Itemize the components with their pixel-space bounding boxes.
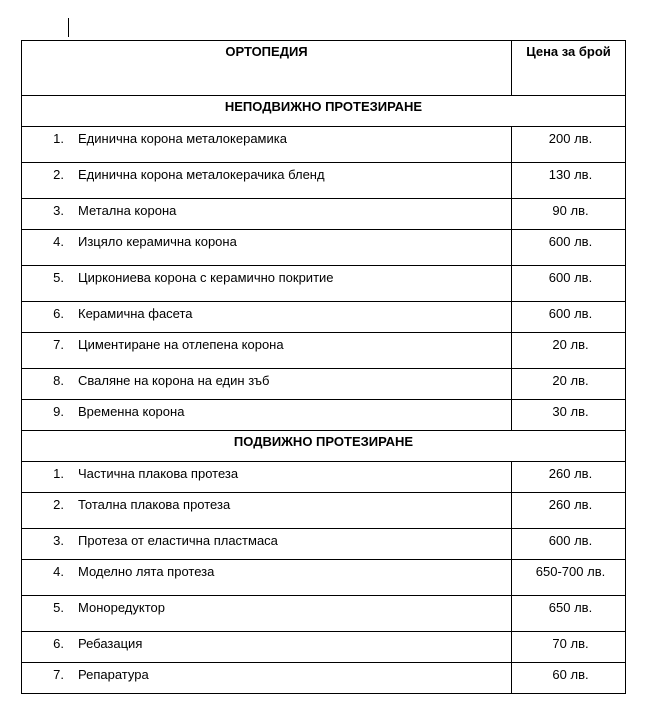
price-table [21, 40, 626, 694]
service-cell [22, 596, 512, 632]
price-cell [512, 560, 626, 596]
price-value: 260 лв. [548, 466, 593, 481]
service-cell [22, 266, 512, 302]
item-number: 6. [53, 306, 64, 321]
header-category: ОРТОПЕДИЯ [22, 41, 512, 96]
price-value: 600 лв. [548, 270, 593, 285]
service-name: Протеза от еластична пластмаса [78, 533, 278, 548]
item-number: 1. [53, 466, 64, 481]
table-row [22, 400, 626, 431]
price-value: 30 лв. [552, 404, 589, 419]
table-row [22, 560, 626, 596]
header-price: Цена за брой [512, 41, 626, 96]
table-row [22, 230, 626, 266]
service-name: Метална корона [78, 203, 177, 218]
price-value: 600 лв. [548, 306, 593, 321]
price-value: 20 лв. [552, 373, 589, 388]
price-value: 650-700 лв. [535, 564, 606, 579]
service-name: Тотална плакова протеза [78, 497, 231, 512]
service-cell [22, 333, 512, 369]
price-cell [512, 462, 626, 493]
service-name: Единична корона металокерамика [78, 131, 287, 146]
service-name: Моделно лята протеза [78, 564, 215, 579]
service-cell [22, 369, 512, 400]
service-cell [22, 663, 512, 694]
table-row [22, 369, 626, 400]
table-row [22, 663, 626, 694]
table-row [22, 127, 626, 163]
service-name: Репаратура [78, 667, 149, 682]
table-row [22, 493, 626, 529]
price-cell [512, 266, 626, 302]
service-name: Ребазация [78, 636, 143, 651]
item-number: 2. [53, 497, 64, 512]
service-name: Частична плакова протеза [78, 466, 239, 481]
text-cursor [68, 18, 69, 37]
price-value: 200 лв. [548, 131, 593, 146]
price-cell [512, 369, 626, 400]
service-cell [22, 529, 512, 560]
item-number: 2. [53, 167, 64, 182]
price-value: 90 лв. [552, 203, 589, 218]
price-cell [512, 302, 626, 333]
price-cell [512, 333, 626, 369]
price-value: 650 лв. [548, 600, 593, 615]
price-cell [512, 163, 626, 199]
price-cell [512, 230, 626, 266]
service-name: Керамична фасета [78, 306, 193, 321]
price-value: 600 лв. [548, 533, 593, 548]
item-number: 5. [53, 600, 64, 615]
service-cell [22, 462, 512, 493]
price-cell [512, 127, 626, 163]
service-name: Сваляне на корона на един зъб [78, 373, 270, 388]
price-value: 260 лв. [548, 497, 593, 512]
service-name: Временна корона [78, 404, 185, 419]
table-row [22, 163, 626, 199]
service-cell [22, 230, 512, 266]
service-cell [22, 127, 512, 163]
price-cell [512, 199, 626, 230]
service-cell [22, 632, 512, 663]
section-header-row [22, 431, 626, 462]
price-cell [512, 493, 626, 529]
section-title: ПОДВИЖНО ПРОТЕЗИРАНЕ [22, 431, 626, 462]
price-value: 20 лв. [552, 337, 589, 352]
service-name: Единична корона металокерачика бленд [78, 167, 325, 182]
item-number: 9. [53, 404, 64, 419]
table-row [22, 596, 626, 632]
price-value: 600 лв. [548, 234, 593, 249]
price-cell [512, 663, 626, 694]
item-number: 3. [53, 533, 64, 548]
service-cell [22, 199, 512, 230]
item-number: 3. [53, 203, 64, 218]
service-cell [22, 400, 512, 431]
table-row [22, 266, 626, 302]
item-number: 1. [53, 131, 64, 146]
item-number: 4. [53, 234, 64, 249]
price-cell [512, 400, 626, 431]
service-name: Изцяло керамична корона [78, 234, 237, 249]
table-row [22, 302, 626, 333]
table-row [22, 529, 626, 560]
service-name: Циркониева корона с керамично покритие [78, 270, 334, 285]
service-cell [22, 163, 512, 199]
table-header-row [22, 41, 626, 96]
section-title: НЕПОДВИЖНО ПРОТЕЗИРАНЕ [22, 96, 626, 127]
price-cell [512, 596, 626, 632]
item-number: 6. [53, 636, 64, 651]
price-value: 130 лв. [548, 167, 593, 182]
table-row [22, 333, 626, 369]
item-number: 8. [53, 373, 64, 388]
table-row [22, 462, 626, 493]
price-cell [512, 632, 626, 663]
service-name: Моноредуктор [78, 600, 165, 615]
service-cell [22, 560, 512, 596]
price-value: 70 лв. [552, 636, 589, 651]
price-value: 60 лв. [552, 667, 589, 682]
service-cell [22, 493, 512, 529]
item-number: 7. [53, 337, 64, 352]
service-name: Циментиране на отлепена корона [78, 337, 284, 352]
item-number: 7. [53, 667, 64, 682]
table-row [22, 632, 626, 663]
item-number: 5. [53, 270, 64, 285]
item-number: 4. [53, 564, 64, 579]
price-cell [512, 529, 626, 560]
service-cell [22, 302, 512, 333]
table-row [22, 199, 626, 230]
section-header-row [22, 96, 626, 127]
